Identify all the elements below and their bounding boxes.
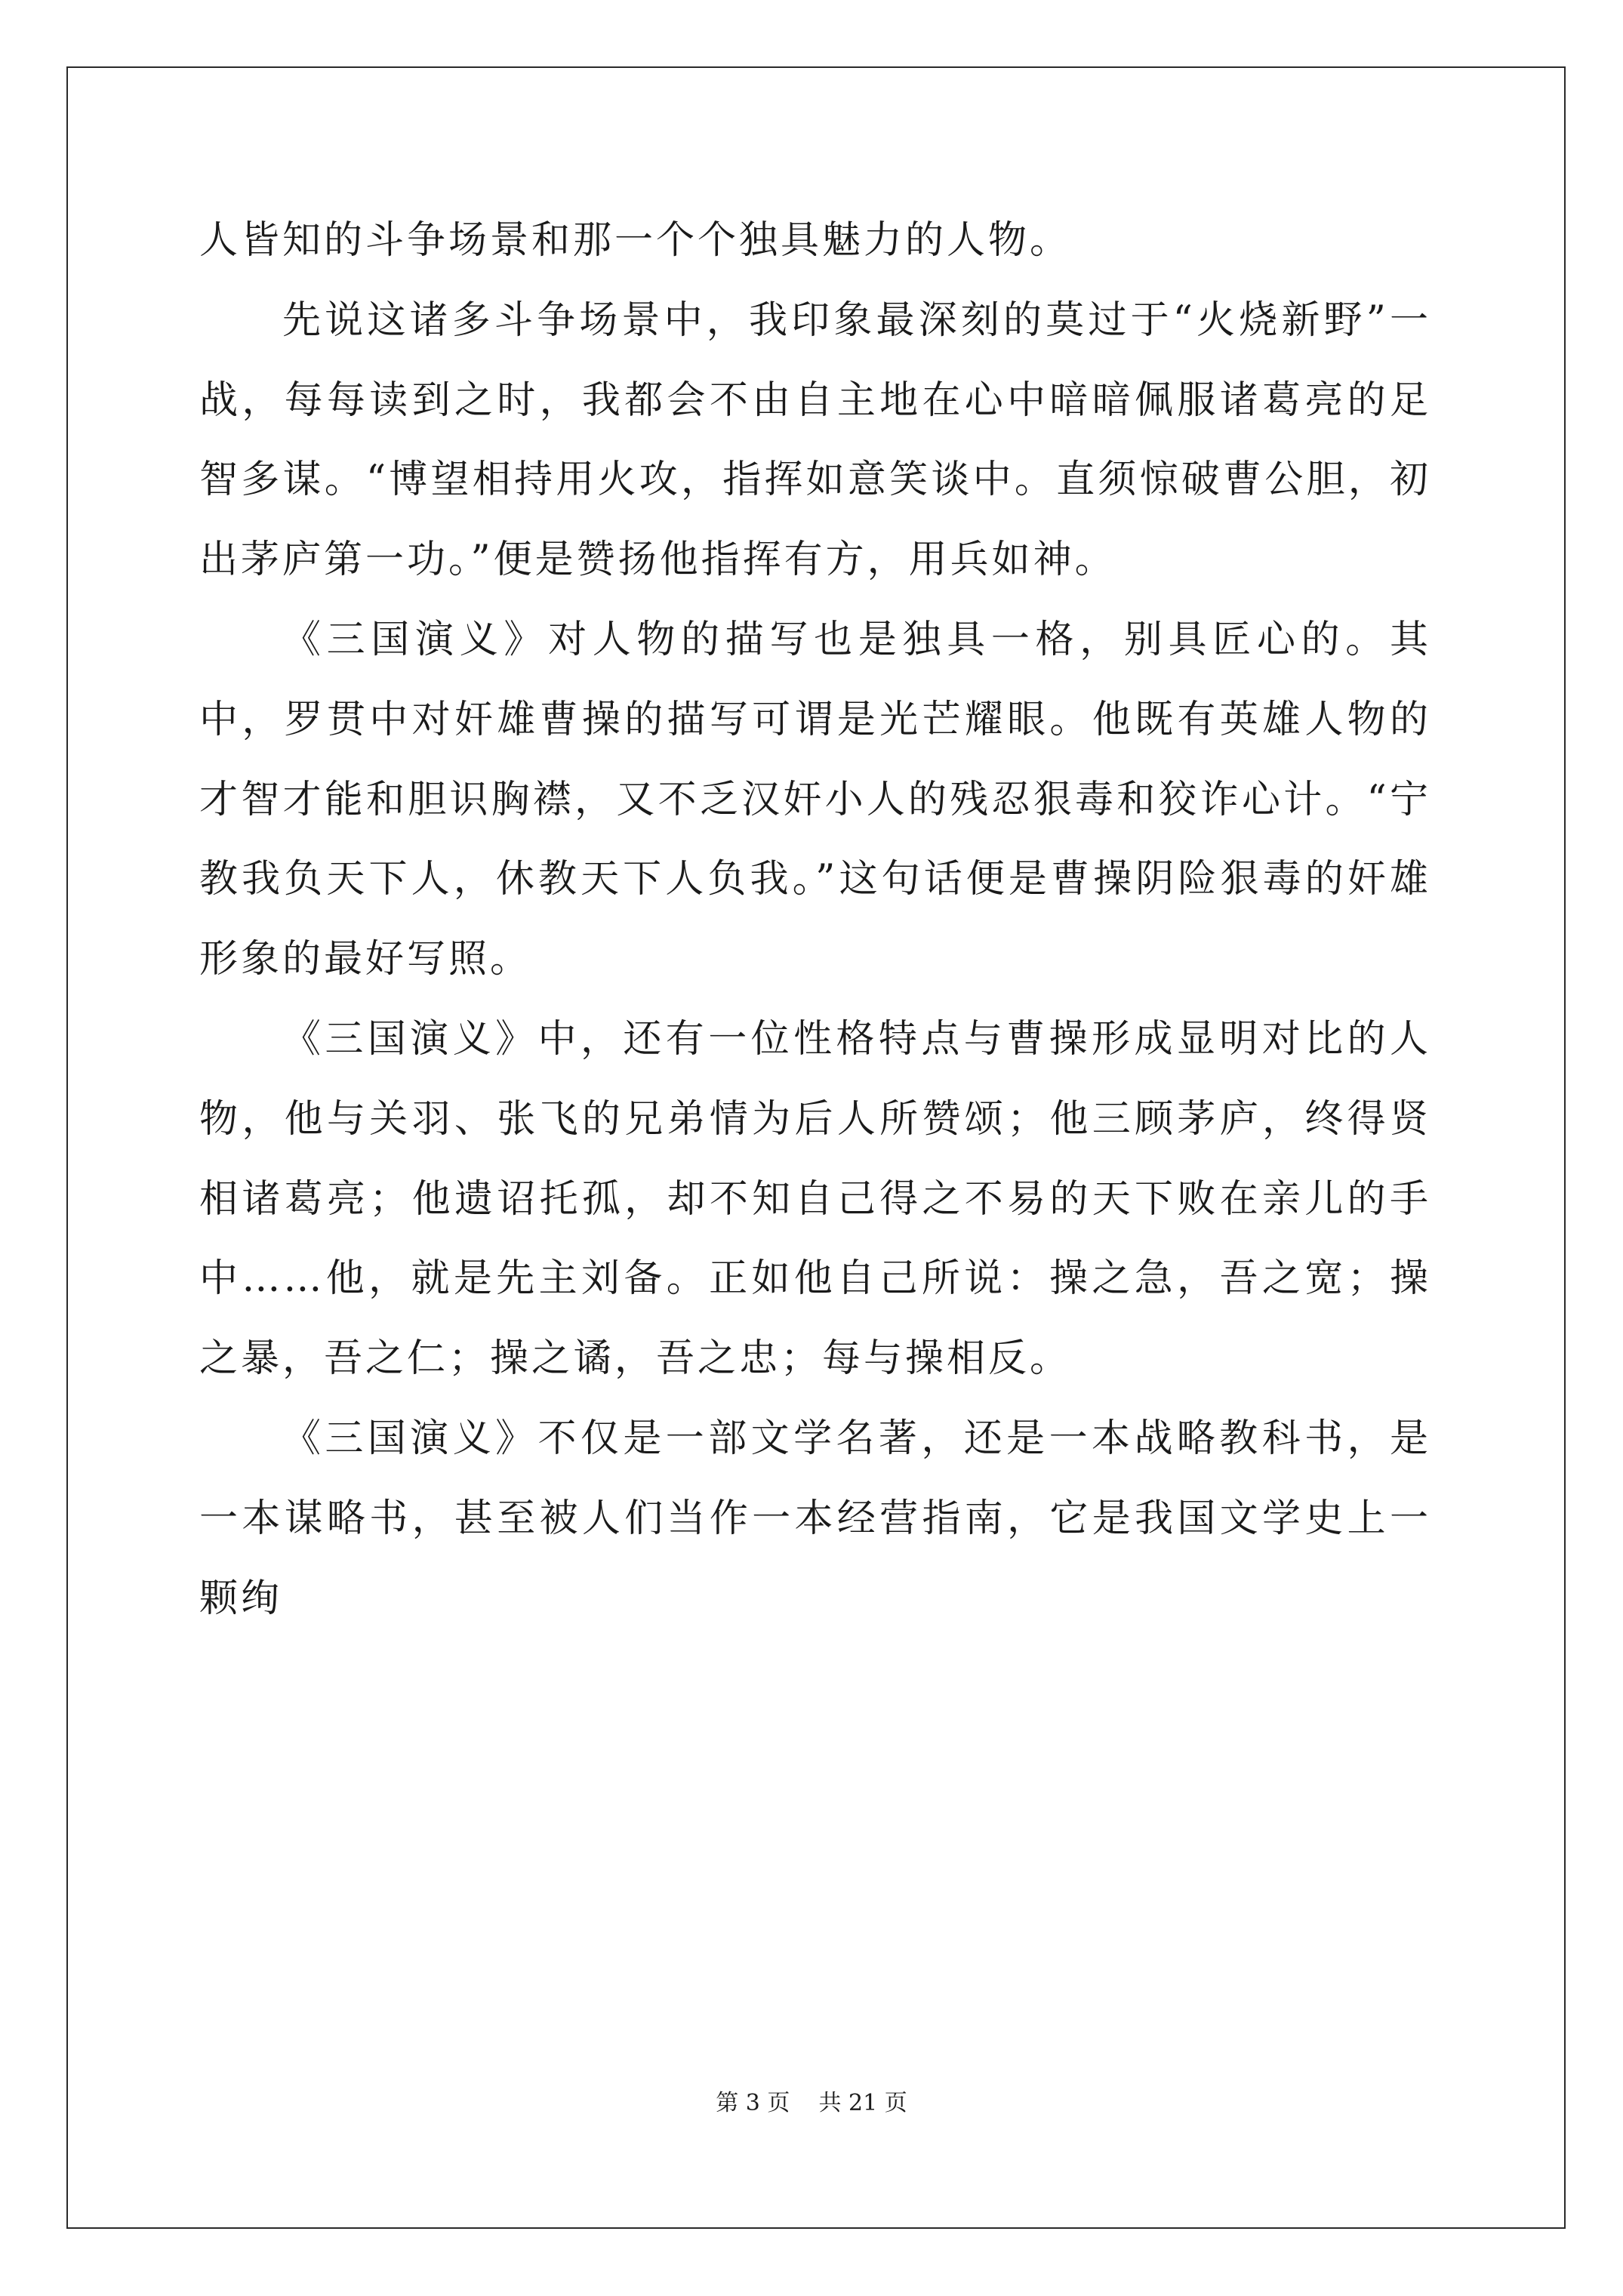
paragraph-strategy-book: 《三国演义》不仅是一部文学名著，还是一本战略教科书，是一本谋略书，甚至被人们当作一本经营指南，它是我国文学史上一颗绚 bbox=[199, 1416, 1431, 1621]
paragraph-battle-scene: 先说这诸多斗争场景中，我印象最深刻的莫过于“火烧新野”一战，每每读到之时，我都会不由自主地在心中暗暗佩服诸葛亮的足智多谋。“博望相持用火攻，指挥如意笑谈中。直须惊破曹公胆，初出茅庐第一功。”便是赞扬他指挥有方，用兵如神。 bbox=[199, 297, 1431, 583]
paragraph-continuation: 人皆知的斗争场景和那一个个独具魅力的人物。 bbox=[199, 218, 1072, 263]
paragraph-cao-cao: 《三国演义》对人物的描写也是独具一格，别具匠心的。其中，罗贯中对奸雄曹操的描写可谓是光芒耀眼。他既有英雄人物的才智才能和胆识胸襟，又不乏汉奸小人的残忍狠毒和狡诈心计。“宁教我负天下人，休教天下人负我。”这句话便是曹操阴险狠毒的奸雄形象的最好写照。 bbox=[199, 617, 1431, 982]
paragraph-liu-bei: 《三国演义》中，还有一位性格特点与曹操形成显明对比的人物，他与关羽、张飞的兄弟情为后人所赞颂；他三顾茅庐，终得贤相诸葛亮；他遗诏托孤，却不知自己得之不易的天下败在亲儿的手中……他，就是先主刘备。正如他自己所说：操之急，吾之宽；操之暴，吾之仁；操之谲，吾之忠；每与操相反。 bbox=[199, 1016, 1431, 1382]
page-number-footer: 第 3 页 共 21 页 bbox=[716, 2090, 907, 2116]
document-body bbox=[199, 201, 1431, 1638]
